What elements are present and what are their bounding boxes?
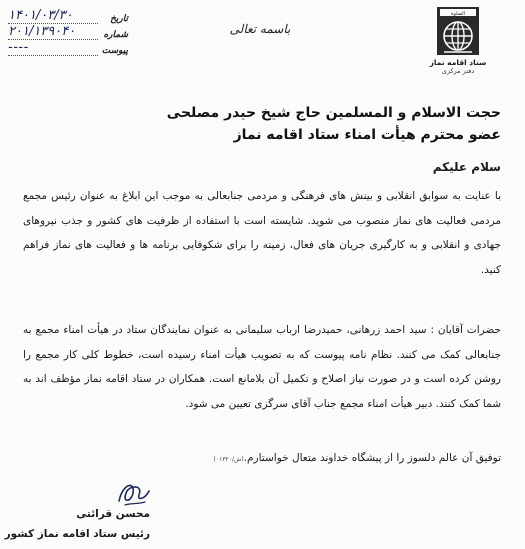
meta-attachment-row [8,40,128,56]
closing-line [23,452,501,464]
closing-text: توفیق آن عالم دلسوز را از پیشگاه خداوند متعال خواستارم. [243,452,501,464]
meta-number-label: شماره [103,30,128,40]
globe-emblem-icon [436,6,480,56]
meta-date-row [8,8,128,24]
meta-date-value: ۱۴۰۱/۰۳/۳۰ [8,9,98,24]
invocation-text: باسمه تعالی [229,22,291,36]
addressee-role: عضو محترم هیأت امناء ستاد اقامه نماز [233,127,501,143]
signer-title: رئیس ستاد اقامه نماز کشور [4,528,150,540]
closing-reference: (ش/۰۱۳۲۰) [213,456,244,463]
signer-name: محسن قرائتی [76,508,150,520]
letter-meta [8,8,128,56]
logo-title: ستاد اقامه نماز [429,58,487,67]
addressee-name: حجت الاسلام و المسلمین حاج شیخ حیدر مصلحی [166,105,501,121]
handwritten-signature-icon [113,477,153,509]
body-paragraph-1: با عنایت به سوابق انقلابی و بینش های فرهنگی و مردمی جنابعالی به موجب این ابلاغ به عنوان رئیس مجمع مردمی فعالیت های نماز منصوب می شوید. شایسته است با استفاده از ظرفیت های کشور و جذب نیروهای جهادی و انقلابی و به کارگیری جریان های فعال، زمینه را برای شکوفایی برنامه ها و فعالیت های نماز فراهم کنید. [23,190,501,276]
meta-number-row [8,24,128,40]
addressee-block [41,102,501,146]
greeting: سلام علیکم [432,160,501,174]
meta-attachment-value: ---- [8,41,98,56]
logo-subtitle: دفتر مرکزی [441,67,475,75]
organization-logo [420,6,496,75]
body-paragraph-2: حضرات آقایان : سید احمد زرهانی، حمیدرضا ارباب سلیمانی به عنوان نمایندگان ستاد در هیأت امناء مجمع به جنابعالی کمک می کنند. نظام نامه پیوست که به تصویب هیأت امناء رسیده است، خطوط کلی کار مجمع را روشن کرده است و در صورت نیاز اصلاح و تکمیل آن بلامانع است. همکاران در ستاد اقامه نماز مؤظف اند به شما کمک کنند. دبیر هیأت امناء مجمع جناب آقای سرگزی تعیین می شود. [23,324,501,410]
logo-emblem-text: الصلوة [450,11,466,17]
meta-date-label: تاریخ [110,14,128,24]
meta-attachment-label: پیوست [101,46,128,56]
meta-number-value: ۲۰۱/۱۳۹۰۴۰ [8,25,98,40]
